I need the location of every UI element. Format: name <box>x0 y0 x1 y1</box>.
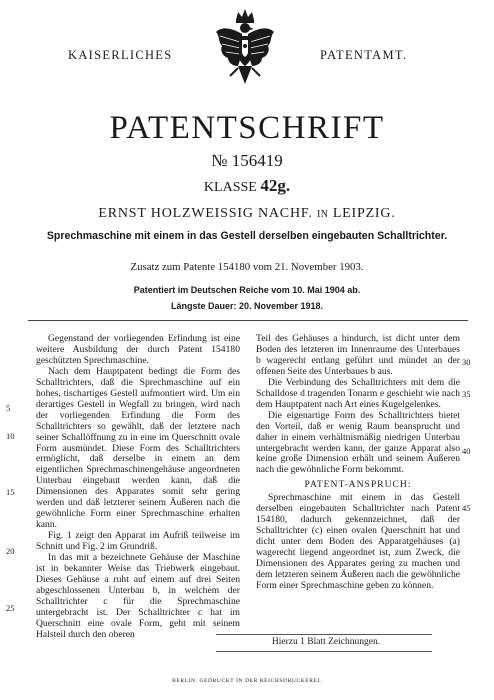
line-number: 20 <box>6 546 15 556</box>
document-title: PATENTSCHRIFT <box>109 110 385 146</box>
divider <box>216 651 432 652</box>
drawings-note: Hierzu 1 Blatt Zeichnungen. <box>271 637 381 647</box>
klasse-label: KLASSE <box>203 180 257 195</box>
printer-imprint: BERLIN. GEDRUCKT IN DER REICHSDRUCKEREI. <box>172 678 322 684</box>
patent-number: № 156419 <box>211 151 283 170</box>
firm-city: LEIPZIG. <box>332 206 396 221</box>
paragraph: Die Verbindung des Schalltrichters mit dem die Schalldose d tragenden Tonarm e geschieht wie nach dem Hauptpatent nach Art eines Kugelgelenkes. <box>256 376 460 410</box>
firm-in: IN <box>316 209 329 220</box>
firm-name: ERNST HOLZWEISSIG NACHF. <box>98 206 313 221</box>
patent-class <box>0 176 494 196</box>
paragraph: Gegenstand der vorliegenden Erfindung ist eine weitere Ausbildung der durch Patent 154180 geschützten Sprechmaschine. <box>36 333 240 366</box>
header-left-text: KAISERLICHES <box>68 48 173 62</box>
patented-date: Patentiert im Deutschen Reiche vom 10. Mai 1904 ab. <box>133 285 361 295</box>
line-number: 45 <box>462 503 471 513</box>
max-duration: Längste Dauer: 20. November 1918. <box>170 301 324 311</box>
left-text-column <box>36 334 240 641</box>
applicant-firm <box>0 206 494 222</box>
line-number: 35 <box>462 389 471 399</box>
line-number: 30 <box>462 357 471 367</box>
line-number: 25 <box>6 603 15 613</box>
klasse-value: 42g. <box>260 176 291 195</box>
paragraph: Fig. 1 zeigt den Apparat im Aufriß teilweise im Schnitt und Fig. 2 im Grundriß. <box>36 530 240 553</box>
divider <box>216 634 432 635</box>
paragraph: Teil des Gehäuses a hindurch, ist dicht unter dem Boden des letzteren im Innenraume des Unterbaues b wagerecht entlang geführt und mündet an der offenen Seite des Unterbaues b aus. <box>256 333 460 377</box>
line-number: 40 <box>462 446 471 456</box>
right-text-column <box>256 334 460 592</box>
paragraph: Nach dem Hauptpatent bedingt die Form des Schalltrichters, daß die Sprechmaschine auf ein hohes, tischartiges Gestell aufmontiert wird. Um ein derartiges Gestell in Wegfall zu bringen, wird nach der vorliegenden Erfindung die Form des Schalltrichters so gewählt, daß der letztere nach seiner Schallöffnung zu in eine im Querschnitt ovale Form ausmündet. Diese Form des Schalltrichters ermöglicht, daß derselbe in einem an dem eigentlichen Sprechmaschinengehäuse angeordneten Unterbau eingebaut werden kann, daß die Dimensionen des Apparates somit sehr gering werden und daß letzterer seinem Äußeren nach die gewöhnliche Form einer Sprechmaschine erhalten kann. <box>36 365 240 531</box>
line-number: 15 <box>6 487 15 497</box>
addition-note: Zusatz zum Patente 154180 vom 21. November 1903. <box>130 261 364 273</box>
line-number: 5 <box>6 403 11 413</box>
header-right-text: PATENTAMT. <box>320 48 408 62</box>
line-number: 10 <box>6 431 15 441</box>
header-divider <box>28 320 468 321</box>
claim-heading: PATENT-ANSPRUCH: <box>304 479 412 491</box>
paragraph: In das mit a bezeichnete Gehäuse der Maschine ist in bekannter Weise das Triebwerk eingebaut. Dieses Gehäuse a ruht auf einem auf drei Seiten abgeschlossenen Unterbau b, in welchem der Schalltrichter c für die Sprechmaschine untergebracht ist. Der Schalltrichter c hat im Querschnitt eine ovale Form, geht mit seinem Halsteil durch den oberen <box>36 552 240 640</box>
claim-text: Sprechmaschine mit einem in das Gestell derselben eingebauten Schalltrichter nach Patent 154180, dadurch gekennzeichnet, daß der Schalltrichter (c) einen ovalen Querschnitt hat und dicht unter dem Boden des Apparatgehäuses (a) wagerecht liegend angeordnet ist, zum Zweck, die Dimensionen des Apparates gering zu machen und dem letzteren seinem Äußeren nach die gewöhnliche Form einer Sprechmaschine geben zu können. <box>256 492 460 591</box>
imperial-eagle-icon <box>214 6 276 90</box>
patent-subject: Sprechmaschine mit einem in das Gestell derselben eingebauten Schalltrichter. <box>46 230 448 242</box>
paragraph: Die eigenartige Form des Schalltrichters bietet den Vorteil, daß er wenig Raum beansprucht und daher in einem verhältnismäßig niedrigen Unterbau untergebracht werden kann, der ganze Apparat also keine große Dimension erhält und seinem Äußeren nach die gewöhnliche Form bekommt. <box>256 409 460 476</box>
